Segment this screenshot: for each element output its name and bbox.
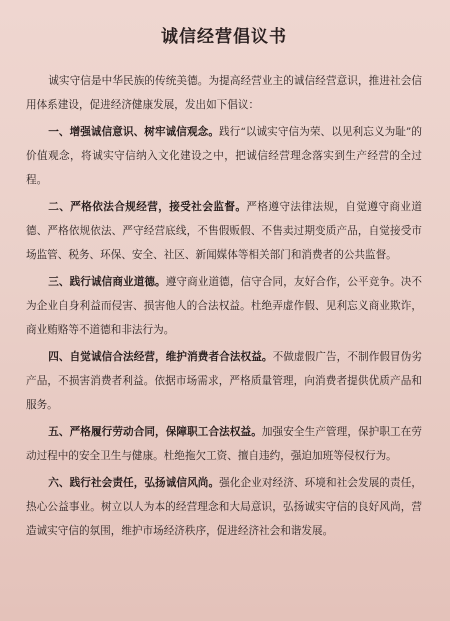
item-1 xyxy=(26,120,422,192)
item-6-heading: 六、践行社会责任，弘扬诚信风尚。 xyxy=(48,477,220,489)
item-2 xyxy=(26,195,422,267)
item-5-body: 加强安全生产管理，保护职工在劳动过程中的安全卫生与健康。杜绝拖欠工资、擅自违约，强迫加班等侵权行为。 xyxy=(26,426,423,462)
document-title: 诚信经营倡议书 xyxy=(161,27,287,47)
item-3 xyxy=(26,270,422,342)
item-6 xyxy=(26,471,422,543)
item-4-heading: 四、自觉诚信合法经营，维护消费者合法权益。 xyxy=(48,351,273,363)
item-3-body: 遵守商业道德，信守合同，友好合作，公平竞争。决不为企业自身利益而侵害、损害他人的合法权益。杜绝弄虚作假、见利忘义商业欺诈，商业贿赂等不道德和非法行为。 xyxy=(26,276,423,336)
item-4 xyxy=(26,345,422,417)
item-1-heading: 一、增强诚信意识、树牢诚信观念。 xyxy=(48,126,219,138)
item-2-heading: 二、严格依法合规经营，接受社会监督。 xyxy=(48,201,247,213)
intro-paragraph: 诚实守信是中华民族的传统美德。为提高经营业主的诚信经营意识，推进社会信用体系建设，促进经济健康发展，发出如下倡议： xyxy=(26,75,422,111)
item-5 xyxy=(26,420,422,468)
item-3-heading: 三、践行诚信商业道德。 xyxy=(48,276,166,288)
item-5-heading: 五、严格履行劳动合同，保障职工合法权益。 xyxy=(48,426,262,438)
item-1-body: 践行“以诚实守信为荣、以见利忘义为耻”的价值观念，将诚实守信纳入文化建设之中，把诚信经营理念落实到生产经营的全过程。 xyxy=(26,126,422,186)
item-6-body: 强化企业对经济、环境和社会发展的责任，热心公益事业。树立以人为本的经营理念和大局意识，弘扬诚实守信的良好风尚，营造诚实守信的氛围，维护市场经济秩序，促进经济社会和谐发展。 xyxy=(26,477,423,537)
item-4-body: 不做虚假广告，不制作假冒伪劣产品，不损害消费者利益。依据市场需求，严格质量管理，向消费者提供优质产品和服务。 xyxy=(26,351,423,411)
item-2-body: 严格遵守法律法规，自觉遵守商业道德、严格依规依法、严守经营底线，不售假贩假、不售卖过期变质产品，自觉接受市场监管、税务、环保、安全、社区、新闻媒体等相关部门和消费者的公共监督。 xyxy=(26,201,423,261)
